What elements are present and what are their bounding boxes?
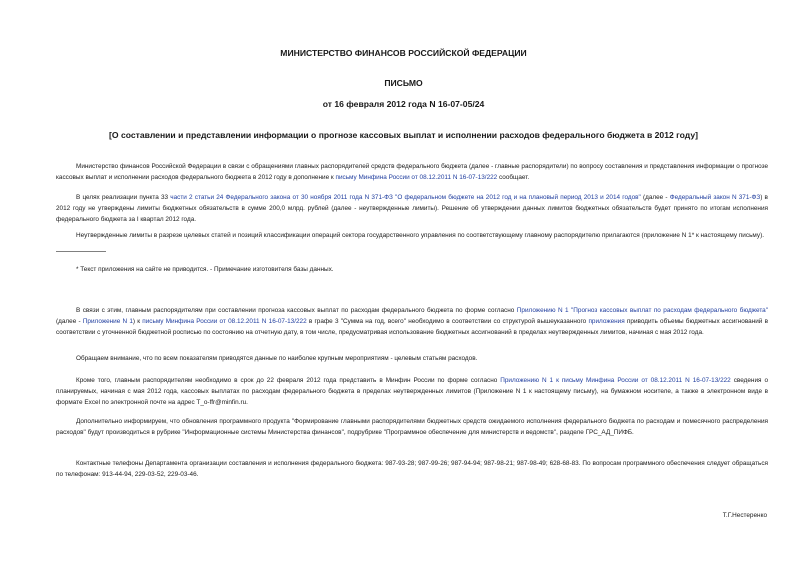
paragraph-contacts: Контактные телефоны Департамента организации составления и исполнения федерального бюджета: 987-93-28; 987-99-26; 987-94-94; 987-98-21; 987-98-49; 628-68-83. По вопросам программного обеспечения следует обращаться по телефонам: 913-44-94, 229-03-52, 229-03-46.	[56, 460, 768, 478]
link-appendix[interactable]: приложения	[588, 318, 625, 325]
paragraph-text: сообщает.	[497, 174, 530, 181]
paragraph-intro	[56, 161, 768, 183]
paragraph-text: ) к	[132, 318, 143, 325]
link-appendix-1[interactable]: Приложение N 1	[82, 318, 133, 325]
paragraph-limits	[56, 192, 768, 225]
paragraph-text: Министерство финансов Российской Федерации в связи с обращениями главных распорядителей средств федерального бюджета (далее - главные распорядители) по вопросу составления и представления информации о прогнозе кассовых выплат и исполнении расходов федерального бюджета в 2012 году в дополнение к	[56, 163, 768, 181]
document-date-number: от 16 февраля 2012 года N 16-07-05/24	[322, 99, 485, 109]
paragraph-appendix: Неутвержденные лимиты в разрезе целевых статей и позиций классификации операций сектора государственного управления по соответствующему главному распорядителю прилагаются (приложение N 1* к настоящему письму).	[76, 232, 764, 239]
link-federal-law-article[interactable]: части 2 статьи 24 Федерального закона от 30 ноября 2011 года N 371-ФЗ "О федеральном бюджете на 2012 год и на плановый период 2013 и 2014 годов"	[170, 194, 641, 201]
footnote: * Текст приложения на сайте не приводится. - Примечание изготовителя базы данных.	[76, 266, 334, 273]
signature: Т.Г.Нестеренко	[722, 512, 767, 519]
footnote-divider	[56, 251, 106, 252]
document-subject: [О составлении и представлении информации о прогнозе кассовых выплат и исполнении расходов федерального бюджета в 2012 году]	[109, 130, 698, 140]
paragraph-text: В связи с этим, главным распорядителям при составлении прогноза кассовых выплат по расходам федерального бюджета по форме согласно	[76, 307, 517, 314]
paragraph-text: (далее -	[56, 318, 83, 325]
paragraph-text: ) в 2012 году не утверждены лимиты бюджетных обязательств в сумме 200,0 млрд. рублей (далее - неутвержденные лимиты). Решение об утверждении данных лимитов бюджетных обязательств будет принято по итогам исполнения федерального бюджета за I квартал 2012 года.	[56, 194, 768, 223]
paragraph-text: В целях реализации пункта 33	[76, 194, 171, 201]
paragraph-text: сведения о планируемых, начиная с мая 2012 года, кассовых выплатах по расходам федерального бюджета в пределах неутвержденных лимитов (Приложение N 1 к настоящему письму), на бумажном носителе, а также в электронном виде в формате Excel по электронной почте на адрес T_o-ffr@minfin.ru.	[56, 377, 768, 406]
ministry-heading: МИНИСТЕРСТВО ФИНАНСОВ РОССИЙСКОЙ ФЕДЕРАЦИИ	[280, 48, 527, 58]
paragraph-attention: Обращаем внимание, что по всем показателям приводятся данные по наиболее крупным мероприятиям - целевым статьям расходов.	[76, 355, 478, 362]
link-appendix-forecast[interactable]: Приложению N 1 "Прогноз кассовых выплат по расходам федерального бюджета"	[516, 307, 768, 314]
paragraph-text: приводить объемы бюджетных ассигнований в соответствии с уточненной бюджетной росписью по состоянию на отчетную дату, в том числе, предусматривая использование бюджетных ассигнований в пределах неутвержденных лимитов, начиная с мая 2012 года.	[56, 318, 768, 336]
link-minfin-letter[interactable]: письму Минфина России от 08.12.2011 N 16-07-13/222	[142, 318, 307, 325]
paragraph-text: (далее -	[640, 194, 670, 201]
paragraph-deadline	[56, 375, 768, 408]
paragraph-software: Дополнительно информируем, что обновления программного продукта "Формирование главными распорядителями бюджетных средств ожидаемого исполнения федерального бюджета по расходам и помесячного распределения расходов" будут производиться в рубрике "Информационные системы Министерства финансов", подрубрике "Программное обеспечение для министерств и ведомств", разделе ГРС_АД_ПИФБ.	[56, 418, 768, 436]
document-type: ПИСЬМО	[384, 78, 423, 88]
paragraph-text: Кроме того, главным распорядителям необходимо в срок до 22 февраля 2012 года представить в Минфин России по форме согласно	[76, 377, 501, 384]
paragraph-text: в графе 3 "Сумма на год, всего" необходимо в соответствии со структурой вышеуказанного	[306, 318, 589, 325]
link-federal-law[interactable]: Федеральный закон N 371-ФЗ	[669, 194, 761, 201]
link-minfin-letter[interactable]: письму Минфина России от 08.12.2011 N 16-07-13/222	[335, 174, 498, 181]
link-appendix-minfin-letter[interactable]: Приложению N 1 к письму Минфина России от 08.12.2011 N 16-07-13/222	[500, 377, 731, 384]
paragraph-forecast	[56, 305, 768, 338]
